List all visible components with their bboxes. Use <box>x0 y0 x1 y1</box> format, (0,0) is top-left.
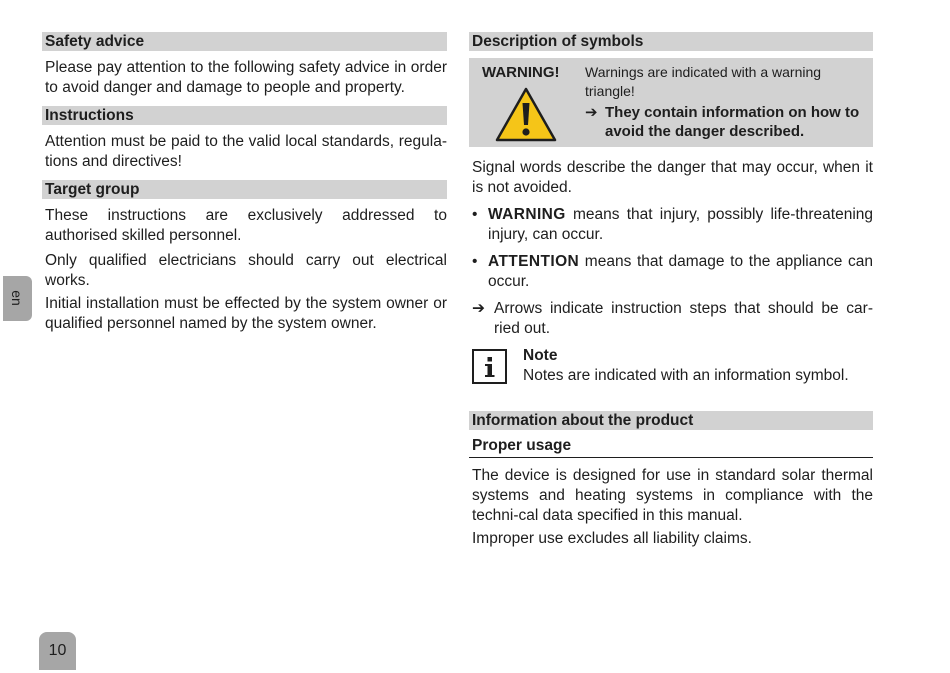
note-title: Note <box>523 347 558 364</box>
description-of-symbols-header: Description of symbols <box>469 32 873 51</box>
target-group-paragraph: Initial installation must be effected by the system owner or qualified personnel named by the system owner. <box>45 295 447 332</box>
proper-usage-paragraph: The device is designed for use in standard solar thermal systems and heating systems in compliance with the techni-cal data specified in this manual. <box>472 467 873 524</box>
info-icon <box>472 349 507 384</box>
signal-keyword: ATTENTION <box>488 253 580 270</box>
warning-label: WARNING! <box>482 64 560 81</box>
proper-usage-subheader: Proper usage <box>469 436 873 458</box>
arrow-icon: ➔ <box>585 104 598 121</box>
target-group-paragraph: Only qualified electricians should carry out electrical works. <box>45 252 447 289</box>
page-number: 10 <box>39 632 76 670</box>
instructions-header: Instructions <box>42 106 447 125</box>
signal-keyword: WARNING <box>488 206 566 223</box>
list-item <box>469 252 873 292</box>
warning-instruction <box>585 103 875 141</box>
product-information-header: Information about the product <box>469 411 873 430</box>
warning-instruction-text: They contain information on how to avoid the danger described. <box>605 104 860 140</box>
safety-advice-header: Safety advice <box>42 32 447 51</box>
bullet: • <box>472 253 478 270</box>
signal-description: means that damage to the appliance can occur. <box>488 253 873 290</box>
target-group-paragraph: These instructions are exclusively addressed to authorised skilled personnel. <box>45 207 447 244</box>
note-text: Notes are indicated with an information symbol. <box>523 367 849 384</box>
right-column <box>469 32 873 549</box>
language-tab-label: en <box>9 290 25 306</box>
warning-description: Warnings are indicated with a warning triangle! <box>585 64 822 99</box>
bullet: • <box>472 206 478 223</box>
signal-description: means that injury, possibly life-threatening injury, can occur. <box>488 206 873 243</box>
signal-words-text: Signal words describe the danger that may occur, when it is not avoided. <box>472 159 873 196</box>
safety-advice-text: Please pay attention to the following safety advice in order to avoid danger and damage to people and property. <box>45 59 447 96</box>
instructions-text: Attention must be paid to the valid local standards, regula-tions and directives! <box>45 133 447 170</box>
arrow-icon: ➔ <box>472 300 485 317</box>
proper-usage-paragraph: Improper use excludes all liability claims. <box>472 530 752 547</box>
note-block <box>469 346 873 386</box>
arrow-instruction-item <box>469 299 873 339</box>
left-column <box>42 32 447 334</box>
warning-box <box>469 58 873 147</box>
arrow-instruction-text: Arrows indicate instruction steps that should be car-ried out. <box>494 300 873 337</box>
language-tab <box>3 276 32 321</box>
list-item <box>469 205 873 245</box>
warning-triangle-icon <box>495 87 557 142</box>
target-group-header: Target group <box>42 180 447 199</box>
